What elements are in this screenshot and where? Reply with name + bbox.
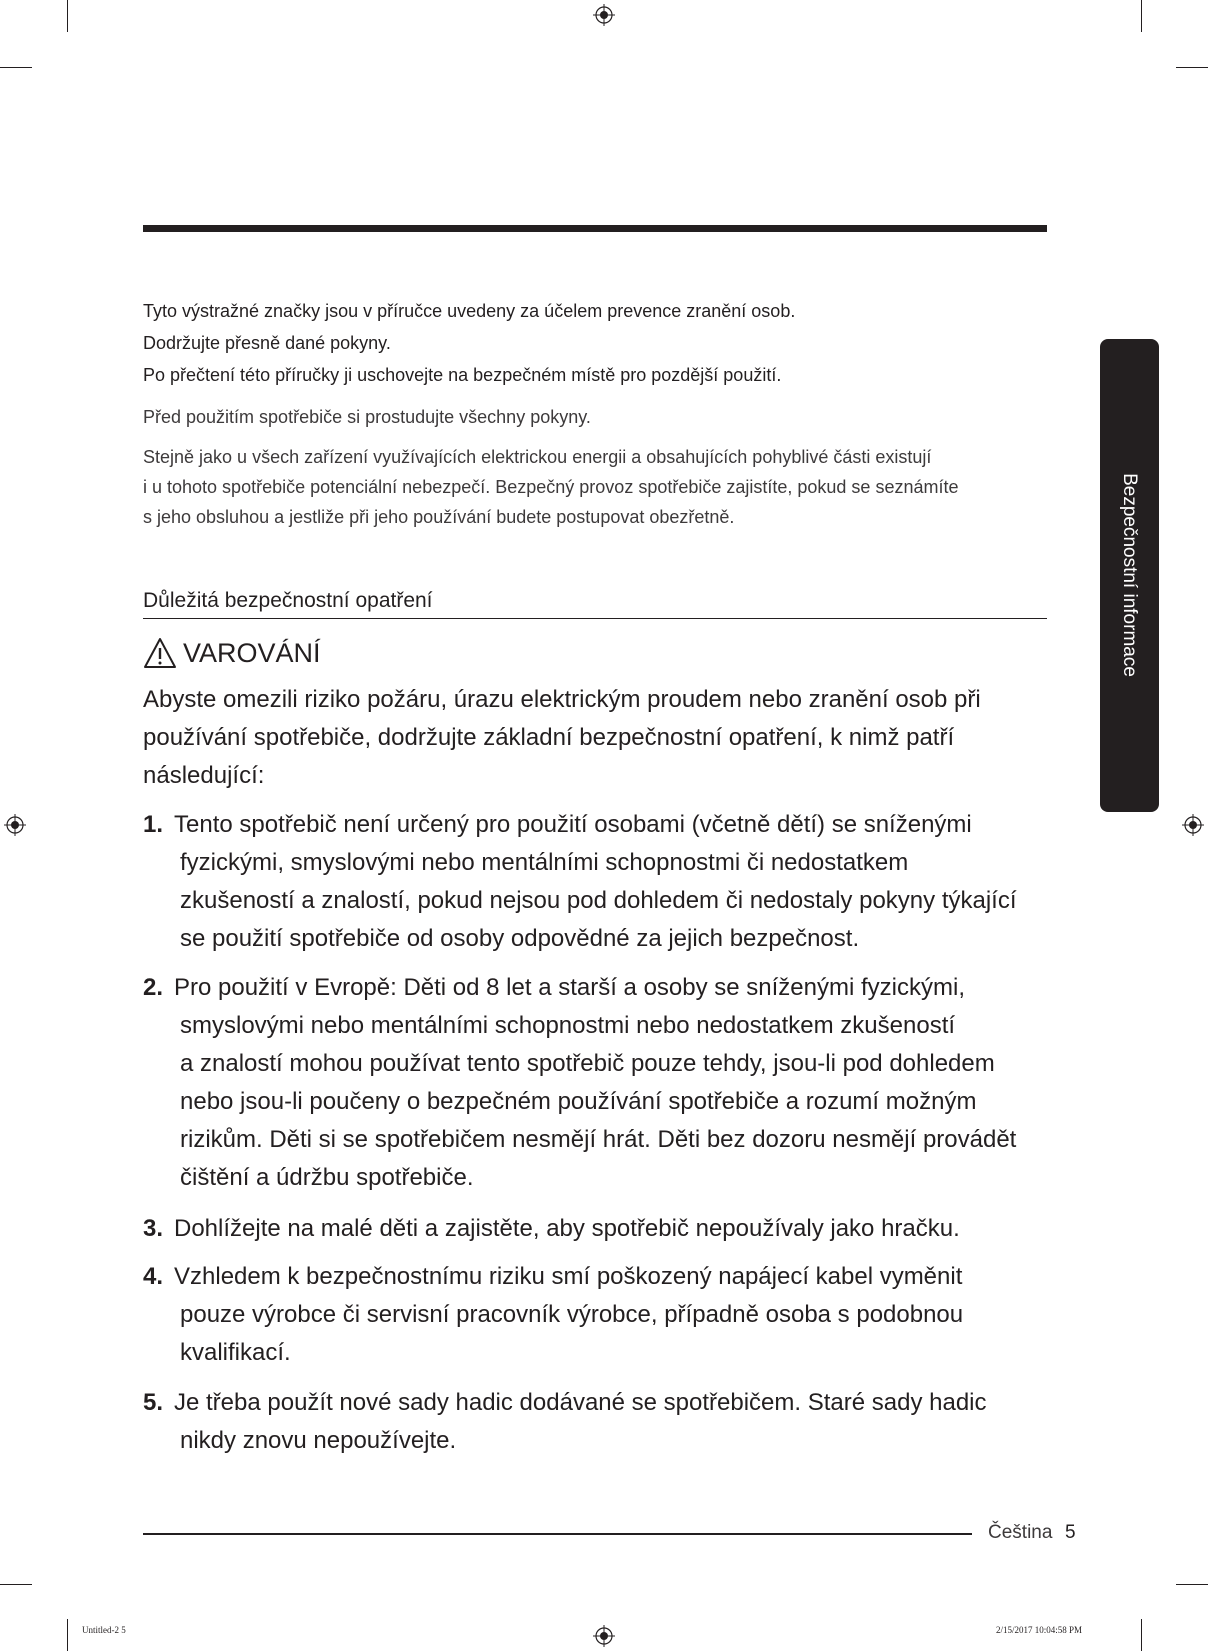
warning-triangle-icon	[143, 637, 177, 669]
crop-mark-top-right-vertical	[1141, 0, 1142, 32]
intro-line-2: Dodržujte přesně dané pokyny.	[143, 333, 391, 353]
page-number: 5	[1065, 1522, 1076, 1543]
item-line: : Děti od 8 let a starší a osoby se sníženými fyzickými,	[390, 974, 965, 1001]
crop-mark-bottom-left-vertical	[67, 1619, 68, 1651]
item-line: kvalifikací.	[180, 1339, 291, 1366]
section-title: Důležitá bezpečnostní opatření	[143, 589, 433, 612]
warning-lead-line: používání spotřebiče, dodržujte základní bezpečnostní opatření, k nimž patří	[143, 724, 955, 751]
registration-mark-right-icon	[1182, 814, 1204, 836]
warning-heading	[143, 634, 321, 672]
warning-lead	[143, 681, 1043, 795]
intro-paragraph-line: i u tohoto spotřebiče potenciální nebezpečí. Bezpečný provoz spotřebiče zajistíte, pokud se seznámíte	[143, 477, 959, 497]
print-slug-file: Untitled-2 5	[82, 1625, 126, 1635]
item-line: smyslovými nebo mentálními schopnostmi nebo nedostatkem zkušeností	[180, 1012, 956, 1039]
item-line: nikdy znovu nepoužívejte.	[180, 1427, 457, 1454]
item-number: 2.	[143, 974, 164, 1001]
intro-paragraph	[143, 442, 1023, 532]
item-number: 4.	[143, 1263, 164, 1290]
crop-mark-bottom-left-horizontal	[0, 1584, 32, 1585]
item-line: Je třeba použít nové sady hadic dodávané se spotřebičem. Staré sady hadic	[174, 1389, 987, 1416]
list-item	[143, 1210, 1063, 1248]
registration-mark-left-icon	[4, 814, 26, 836]
item-line: fyzickými, smyslovými nebo mentálními schopnostmi či nedostatkem	[180, 849, 909, 876]
intro-paragraph-line: Stejně jako u všech zařízení využívajících elektrickou energii a obsahujících pohyblivé části existují	[143, 447, 932, 467]
warning-lead-line: následující:	[143, 762, 265, 789]
section-rule	[143, 618, 1047, 619]
warning-lead-line: Abyste omezili riziko požáru, úrazu elektrickým proudem nebo zranění osob při	[143, 686, 981, 713]
item-line: a znalostí mohou používat tento spotřebič pouze tehdy, jsou-li pod dohledem	[180, 1050, 995, 1077]
intro-line-3: Po přečtení této příručky ji uschovejte na bezpečném místě pro pozdější použití.	[143, 365, 782, 385]
list-item	[143, 806, 1063, 958]
item-lead: Pro použití v Evropě	[174, 974, 391, 1001]
item-number: 3.	[143, 1215, 164, 1242]
intro-paragraph-line: s jeho obsluhou a jestliže při jeho používání budete postupovat obezřetně.	[143, 507, 735, 527]
item-line: čištění a údržbu spotřebiče.	[180, 1164, 474, 1191]
intro-line-1: Tyto výstražné značky jsou v příručce uvedeny za účelem prevence zranění osob.	[143, 301, 796, 321]
print-slug-timestamp: 2/15/2017 10:04:58 PM	[996, 1625, 1083, 1635]
footer-rule	[143, 1533, 972, 1535]
crop-mark-bottom-right-vertical	[1141, 1619, 1142, 1651]
top-rule	[143, 225, 1047, 232]
warning-label: VAROVÁNÍ	[183, 638, 321, 668]
intro-line-4: Před použitím spotřebiče si prostudujte všechny pokyny.	[143, 407, 591, 427]
crop-mark-top-right-horizontal	[1176, 67, 1208, 68]
list-item	[143, 1384, 1063, 1460]
item-number: 1.	[143, 811, 164, 838]
list-item	[143, 969, 1063, 1197]
registration-mark-top-icon	[593, 4, 615, 26]
list-item	[143, 1258, 1063, 1372]
crop-mark-top-left-horizontal	[0, 67, 32, 68]
item-line: Tento spotřebič není určený pro použití osobami (včetně dětí) se sníženými	[174, 811, 972, 838]
crop-mark-top-left-vertical	[67, 0, 68, 32]
footer-language: Čeština	[988, 1522, 1053, 1543]
item-line: nebo jsou-li poučeny o bezpečném používání spotřebiče a rozumí možným	[180, 1088, 977, 1115]
item-line: rizikům. Děti si se spotřebičem nesmějí hrát. Děti bez dozoru nesmějí provádět	[180, 1126, 1017, 1153]
item-line: pouze výrobce či servisní pracovník výrobce, případně osoba s podobnou	[180, 1301, 964, 1328]
crop-mark-bottom-right-horizontal	[1176, 1584, 1208, 1585]
item-line: se použití spotřebiče od osoby odpovědné za jejich bezpečnost.	[180, 925, 860, 952]
chapter-side-tab-label: Bezpečnostní informace	[1119, 473, 1140, 677]
chapter-side-tab	[1100, 339, 1159, 812]
item-line: Dohlížejte na malé děti a zajistěte, aby spotřebič nepoužívaly jako hračku.	[174, 1215, 960, 1242]
item-number: 5.	[143, 1389, 164, 1416]
item-line: Vzhledem k bezpečnostnímu riziku smí poškozený napájecí kabel vyměnit	[174, 1263, 963, 1290]
item-line: zkušeností a znalostí, pokud nejsou pod dohledem či nedostaly pokyny týkající	[180, 887, 1017, 914]
registration-mark-bottom-icon	[593, 1625, 615, 1647]
